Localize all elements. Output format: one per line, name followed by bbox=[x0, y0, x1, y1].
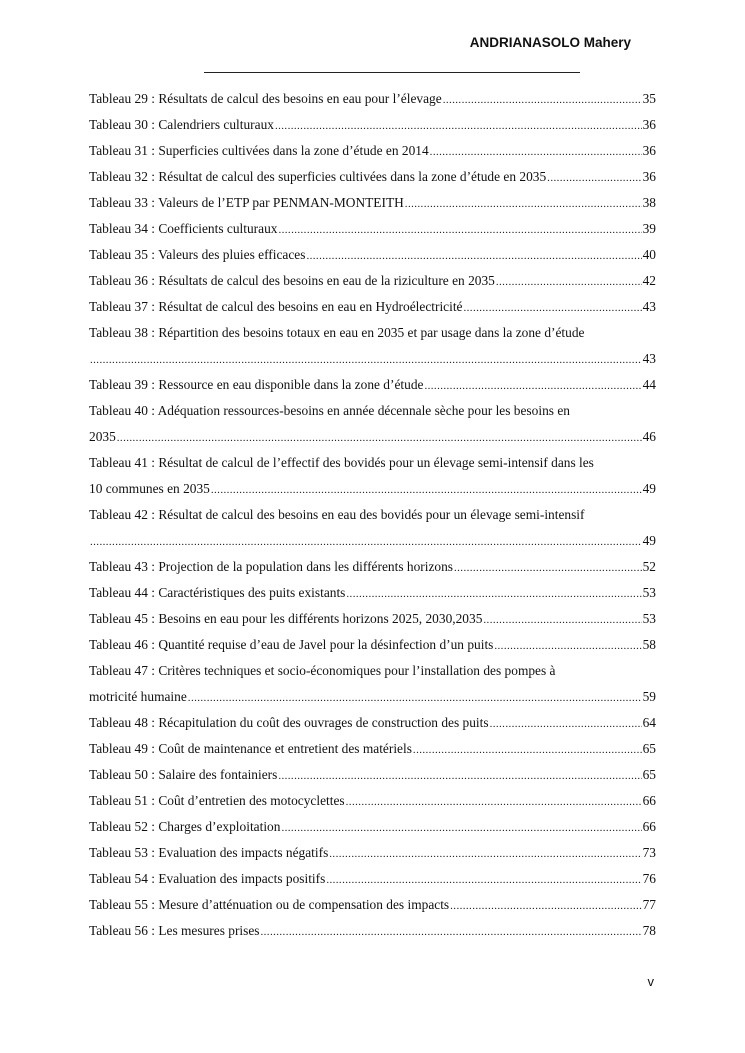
toc-entry[interactable] bbox=[89, 346, 656, 372]
toc-dot-leader bbox=[306, 243, 641, 268]
toc-entry-title: 10 communes en 2035 bbox=[89, 481, 210, 496]
toc-entry-title: Tableau 43 : Projection de la population dans les différents horizons bbox=[89, 559, 453, 574]
toc-entry-title: Tableau 35 : Valeurs des pluies efficaces bbox=[89, 247, 306, 262]
toc-entry-title: Tableau 52 : Charges d’exploitation bbox=[89, 819, 281, 834]
toc-page-number: 65 bbox=[642, 741, 656, 756]
toc-entry-title: motricité humaine bbox=[89, 689, 187, 704]
toc-page-number: 73 bbox=[642, 845, 656, 860]
header-rule bbox=[204, 72, 580, 73]
toc-entry-title: Tableau 31 : Superficies cultivées dans la zone d’étude en 2014 bbox=[89, 143, 429, 158]
toc-entry-line[interactable]: Tableau 38 : Répartition des besoins totaux en eau en 2035 et par usage dans la zone d’étude bbox=[89, 325, 585, 340]
toc-dot-leader bbox=[450, 893, 641, 918]
toc-entry-title: Tableau 32 : Résultat de calcul des superficies cultivées dans la zone d’étude en 2035 bbox=[89, 169, 547, 184]
toc-dot-leader bbox=[424, 373, 641, 398]
table-of-tables bbox=[89, 86, 656, 944]
toc-entry[interactable] bbox=[89, 892, 656, 918]
toc-dot-leader bbox=[443, 87, 642, 112]
toc-dot-leader bbox=[490, 711, 642, 736]
toc-dot-leader bbox=[496, 269, 642, 294]
toc-entry[interactable] bbox=[89, 268, 656, 294]
toc-page-number: 36 bbox=[642, 117, 656, 132]
toc-page-number: 59 bbox=[642, 689, 656, 704]
toc-page-number: 76 bbox=[642, 871, 656, 886]
toc-page-number: 43 bbox=[642, 351, 656, 366]
toc-entry[interactable] bbox=[89, 424, 656, 450]
toc-dot-leader bbox=[211, 477, 642, 502]
toc-dot-leader bbox=[483, 607, 641, 632]
toc-entry-title: Tableau 29 : Résultats de calcul des besoins en eau pour l’élevage bbox=[89, 91, 442, 106]
toc-dot-leader bbox=[454, 555, 642, 580]
toc-dot-leader bbox=[281, 815, 641, 840]
toc-entry-title: Tableau 45 : Besoins en eau pour les différents horizons 2025, 2030,2035 bbox=[89, 611, 483, 626]
toc-entry-title: Tableau 30 : Calendriers culturaux bbox=[89, 117, 274, 132]
toc-page-number: 58 bbox=[642, 637, 656, 652]
toc-entry[interactable] bbox=[89, 372, 656, 398]
toc-entry[interactable] bbox=[89, 736, 656, 762]
toc-entry[interactable] bbox=[89, 164, 656, 190]
toc-page-number: 39 bbox=[642, 221, 656, 236]
toc-dot-leader bbox=[547, 165, 641, 190]
toc-entry[interactable] bbox=[89, 632, 656, 658]
toc-dot-leader bbox=[413, 737, 642, 762]
toc-page-number: 52 bbox=[642, 559, 656, 574]
toc-dot-leader bbox=[188, 685, 642, 710]
toc-dot-leader bbox=[275, 113, 642, 138]
toc-entry-title: Tableau 39 : Ressource en eau disponible dans la zone d’étude bbox=[89, 377, 424, 392]
toc-entry-title: Tableau 50 : Salaire des fontainiers bbox=[89, 767, 278, 782]
toc-dot-leader bbox=[278, 763, 641, 788]
toc-page-number: 43 bbox=[642, 299, 656, 314]
toc-entry[interactable] bbox=[89, 762, 656, 788]
toc-entry[interactable] bbox=[89, 918, 656, 944]
toc-page-number: 42 bbox=[642, 273, 656, 288]
toc-dot-leader bbox=[117, 425, 642, 450]
toc-entry[interactable] bbox=[89, 138, 656, 164]
toc-dot-leader bbox=[430, 139, 642, 164]
toc-page-number: 44 bbox=[642, 377, 656, 392]
toc-dot-leader bbox=[326, 867, 641, 892]
toc-page-number: 38 bbox=[642, 195, 656, 210]
toc-entry-line[interactable]: Tableau 42 : Résultat de calcul des besoins en eau des bovidés pour un élevage semi-intensif bbox=[89, 507, 585, 522]
toc-entry-title: Tableau 44 : Caractéristiques des puits existants bbox=[89, 585, 346, 600]
toc-entry-line[interactable]: Tableau 41 : Résultat de calcul de l’effectif des bovidés pour un élevage semi-intensif dans les bbox=[89, 455, 594, 470]
toc-dot-leader bbox=[464, 295, 642, 320]
toc-entry-line[interactable]: Tableau 47 : Critères techniques et socio-économiques pour l’installation des pompes à bbox=[89, 663, 556, 678]
toc-entry-title: 2035 bbox=[89, 429, 116, 444]
toc-page-number: 64 bbox=[642, 715, 656, 730]
page-number: v bbox=[647, 974, 654, 989]
toc-dot-leader bbox=[329, 841, 641, 866]
toc-page-number: 66 bbox=[642, 819, 656, 834]
toc-dot-leader bbox=[90, 529, 642, 554]
toc-entry[interactable] bbox=[89, 476, 656, 502]
toc-entry[interactable] bbox=[89, 112, 656, 138]
toc-page-number: 53 bbox=[642, 585, 656, 600]
toc-entry[interactable] bbox=[89, 554, 656, 580]
toc-entry-title: Tableau 46 : Quantité requise d’eau de Javel pour la désinfection d’un puits bbox=[89, 637, 494, 652]
toc-dot-leader bbox=[261, 919, 642, 944]
toc-dot-leader bbox=[90, 347, 642, 372]
toc-page-number: 49 bbox=[642, 533, 656, 548]
toc-page-number: 49 bbox=[642, 481, 656, 496]
toc-entry[interactable] bbox=[89, 216, 656, 242]
toc-dot-leader bbox=[346, 789, 642, 814]
toc-entry-title: Tableau 34 : Coefficients culturaux bbox=[89, 221, 278, 236]
toc-entry[interactable] bbox=[89, 814, 656, 840]
toc-entry-title: Tableau 37 : Résultat de calcul des besoins en eau en Hydroélectricité bbox=[89, 299, 463, 314]
toc-page-number: 36 bbox=[642, 143, 656, 158]
toc-entry-title: Tableau 55 : Mesure d’atténuation ou de compensation des impacts bbox=[89, 897, 450, 912]
toc-entry-title: Tableau 53 : Evaluation des impacts négatifs bbox=[89, 845, 329, 860]
toc-dot-leader bbox=[346, 581, 641, 606]
header-author: ANDRIANASOLO Mahery bbox=[469, 35, 631, 50]
toc-page-number: 65 bbox=[642, 767, 656, 782]
toc-entry[interactable] bbox=[89, 190, 656, 216]
toc-entry[interactable] bbox=[89, 866, 656, 892]
toc-dot-leader bbox=[405, 191, 642, 216]
toc-page-number: 78 bbox=[642, 923, 656, 938]
toc-page-number: 66 bbox=[642, 793, 656, 808]
toc-entry[interactable] bbox=[89, 606, 656, 632]
toc-entry[interactable] bbox=[89, 580, 656, 606]
toc-entry[interactable] bbox=[89, 242, 656, 268]
toc-dot-leader bbox=[278, 217, 641, 242]
toc-entry-title: Tableau 51 : Coût d’entretien des motocyclettes bbox=[89, 793, 345, 808]
toc-entry[interactable] bbox=[89, 710, 656, 736]
toc-entry-title: Tableau 36 : Résultats de calcul des besoins en eau de la riziculture en 2035 bbox=[89, 273, 495, 288]
toc-entry[interactable] bbox=[89, 528, 656, 554]
toc-entry[interactable] bbox=[89, 840, 656, 866]
toc-page-number: 40 bbox=[642, 247, 656, 262]
toc-entry-title: Tableau 48 : Récapitulation du coût des ouvrages de construction des puits bbox=[89, 715, 489, 730]
toc-entry[interactable] bbox=[89, 684, 656, 710]
toc-entry-title: Tableau 56 : Les mesures prises bbox=[89, 923, 260, 938]
toc-page-number: 53 bbox=[642, 611, 656, 626]
toc-dot-leader bbox=[494, 633, 641, 658]
toc-entry-title: Tableau 33 : Valeurs de l’ETP par PENMAN-MONTEITH bbox=[89, 195, 404, 210]
toc-entry-line[interactable]: Tableau 40 : Adéquation ressources-besoins en année décennale sèche pour les besoins en bbox=[89, 403, 570, 418]
toc-entry[interactable] bbox=[89, 294, 656, 320]
toc-entry[interactable] bbox=[89, 86, 656, 112]
toc-page-number: 77 bbox=[642, 897, 656, 912]
toc-entry[interactable] bbox=[89, 788, 656, 814]
toc-entry-title: Tableau 49 : Coût de maintenance et entretient des matériels bbox=[89, 741, 412, 756]
toc-page-number: 46 bbox=[642, 429, 656, 444]
toc-entry-title: Tableau 54 : Evaluation des impacts positifs bbox=[89, 871, 326, 886]
toc-page-number: 36 bbox=[642, 169, 656, 184]
toc-page-number: 35 bbox=[642, 91, 656, 106]
